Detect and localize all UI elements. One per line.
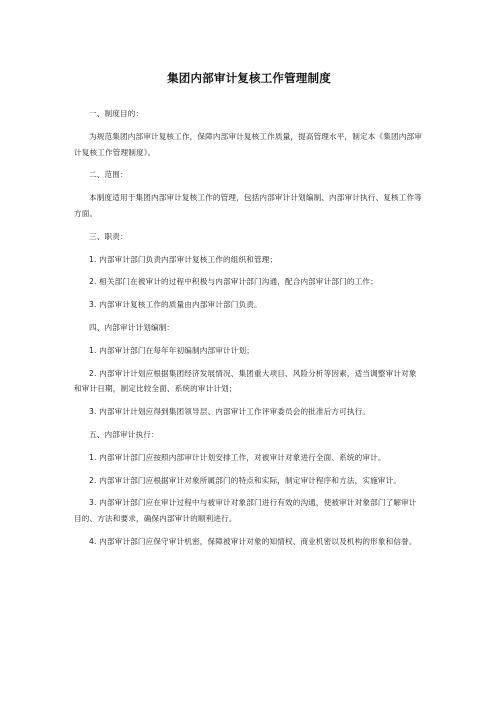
list-item: 2. 相关部门在被审计的过程中积极与内部审计部门沟通，配合内部审计部门的工作； bbox=[89, 277, 378, 287]
list-item: 4. 内部审计部门应保守审计机密，保障被审计对象的知情权、商业机密以及机构的形象和信誉。 bbox=[89, 536, 417, 546]
list-item: 1. 内部审计部门应按照内部审计计划安排工作，对被审计对象进行全面、系统的审计。 bbox=[89, 452, 386, 462]
section-heading-audit-execution: 五、内部审计执行： bbox=[89, 429, 159, 439]
section-heading-audit-plan: 四、内部审计计划编制： bbox=[89, 322, 175, 332]
document-title: 集团内部审计复核工作管理制度 bbox=[167, 71, 331, 85]
section-heading-scope: 二、范围： bbox=[89, 170, 128, 180]
section-heading-duties: 三、职责： bbox=[89, 231, 128, 241]
list-item: 2. 内部审计计划应根据集团经济发展情况、集团重大项目、风险分析等因素，适当调整审计对象和审计日期，制定比较全面、系统的审计计划； bbox=[74, 368, 417, 394]
section-heading-purpose: 一、制度目的： bbox=[89, 109, 144, 118]
list-item: 2. 内部审计部门应根据审计对象所属部门的特点和实际，制定审计程序和方法，实施审计。 bbox=[89, 475, 402, 485]
paragraph: 本制度适用于集团内部审计复核工作的管理，包括内部审计计划编制、内部审计执行、复核工作等方面。 bbox=[74, 193, 422, 218]
list-item: 3. 内部审计部门应在审计过程中与被审计对象部门进行有效的沟通，使被审计对象部门了解审计目的、方法和要求，确保内部审计的顺利进行。 bbox=[74, 498, 417, 524]
list-item: 1. 内部审计部门负责内部审计复核工作的组织和管理； bbox=[89, 254, 278, 264]
list-item: 3. 内部审计复核工作的质量由内部审计部门负责。 bbox=[89, 300, 262, 310]
paragraph: 为规范集团内部审计复核工作，保障内部审计复核工作质量，提高管理水平，制定本《集团内部审计复核工作管理制度》。 bbox=[74, 131, 422, 157]
list-item: 3. 内部审计计划应得到集团领导层、内部审计工作评审委员会的批准后方可执行。 bbox=[89, 407, 371, 417]
list-item: 1. 内部审计部门在每年年初编制内部审计计划； bbox=[89, 345, 254, 355]
